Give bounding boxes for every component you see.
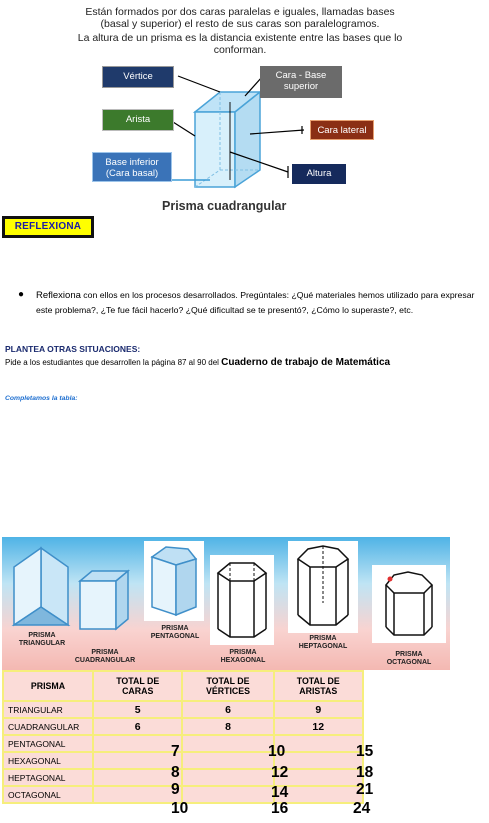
label-cara-base-line2: superior [283, 81, 319, 92]
prism-label-heptagonal-2: HEPTAGONAL [298, 643, 348, 650]
prism-triangular-image [10, 545, 72, 629]
cell-vertices [182, 735, 273, 752]
prism-label-cuadrangular-2: CUADRANGULAR [74, 657, 136, 664]
prism-label-octagonal-2: OCTAGONAL [386, 659, 432, 666]
label-arista: Arista [102, 109, 174, 131]
row-name: OCTAGONAL [3, 786, 93, 803]
plantea-heading: PLANTEA OTRAS SITUACIONES: [5, 344, 141, 354]
prism-label-triangular-2: TRIANGULAR [18, 640, 66, 647]
label-vertice: Vértice [102, 66, 174, 88]
answer-pentagonal-caras: 7 [171, 743, 180, 760]
diagram-caption: Prisma cuadrangular [162, 199, 287, 213]
prism-hexagonal-image [212, 559, 272, 643]
answer-heptagonal-vertices: 14 [271, 784, 289, 801]
intro-line-4: conforman. [213, 44, 267, 56]
th-caras [93, 671, 182, 701]
label-base-inferior [92, 152, 172, 182]
prism-label-triangular [12, 632, 72, 648]
prism-diagram [80, 62, 400, 212]
bullet-text [36, 288, 488, 317]
th-aristas-l1: TOTAL DE [296, 676, 340, 686]
row-name: HEPTAGONAL [3, 769, 93, 786]
prism-label-heptagonal [288, 635, 358, 651]
prism-label-hexagonal [212, 649, 274, 665]
row-name: HEXAGONAL [3, 752, 93, 769]
prism-label-octagonal-1: PRISMA [395, 651, 423, 658]
table-row [3, 735, 363, 752]
prism-label-triangular-1: PRISMA [28, 632, 56, 639]
bullet-dot: ● [18, 289, 25, 300]
th-vertices-l1: TOTAL DE [206, 676, 250, 686]
label-cara-base-line1: Cara - Base [275, 70, 327, 81]
bullet-lead: Reflexiona [36, 290, 81, 301]
answer-octagonal-vertices: 16 [271, 800, 289, 817]
table-row [3, 752, 363, 769]
answer-octagonal-aristas: 24 [353, 800, 371, 817]
bullet-body: con ellos en los procesos desarrollados. Pregúntales: ¿Qué materiales hemos utilizado para expresar este problema?, ¿Te fue fácil hacerlo? ¿Qué dificultad se te presentó?, ¿Cómo lo superaste?, etc. [36, 290, 475, 315]
th-prisma [3, 671, 93, 701]
prism-table [2, 670, 364, 804]
prism-label-heptagonal-1: PRISMA [309, 635, 337, 642]
row-name: CUADRANGULAR [3, 718, 93, 735]
cell-caras: 6 [93, 718, 182, 735]
th-vertices-l2: VÉRTICES [205, 686, 250, 696]
answer-hexagonal-aristas: 18 [356, 764, 374, 781]
row-name: TRIANGULAR [3, 701, 93, 718]
prism-label-pentagonal [144, 625, 206, 641]
label-cara-base [260, 66, 342, 98]
answer-hexagonal-caras: 8 [171, 764, 180, 781]
prism-label-octagonal [374, 651, 444, 667]
cell-caras [93, 786, 182, 803]
label-altura: Altura [292, 164, 346, 184]
cell-caras [93, 769, 182, 786]
table-row [3, 718, 363, 735]
th-aristas-l2: ARISTAS [299, 686, 338, 696]
prism-cuadrangular-image [76, 567, 132, 633]
reflexiona-box: REFLEXIONA [2, 216, 94, 238]
cell-aristas: 12 [274, 718, 363, 735]
cell-caras [93, 735, 182, 752]
row-name: PENTAGONAL [3, 735, 93, 752]
cell-vertices [182, 769, 273, 786]
cuaderno-title: Cuaderno de trabajo de Matemática [221, 357, 391, 368]
cell-aristas: 9 [274, 701, 363, 718]
cell-vertices [182, 786, 273, 803]
intro-line-1: Están formados por dos caras paralelas e iguales, llamadas bases [85, 6, 395, 18]
cell-caras: 5 [93, 701, 182, 718]
prism-label-hexagonal-2: HEXAGONAL [220, 657, 266, 664]
answer-pentagonal-aristas: 15 [356, 743, 374, 760]
th-prisma-text: PRISMA [30, 681, 66, 691]
cell-aristas [274, 735, 363, 752]
prism-pentagonal-image [146, 543, 202, 619]
cell-vertices: 8 [182, 718, 273, 735]
cell-vertices: 6 [182, 701, 273, 718]
prism-label-cuadrangular [70, 649, 140, 665]
th-caras-l1: TOTAL DE [116, 676, 160, 686]
answer-hexagonal-vertices: 12 [271, 764, 289, 781]
table-header-row [3, 671, 363, 701]
reflexiona-bullet [18, 288, 488, 317]
answer-heptagonal-aristas: 21 [356, 781, 374, 798]
prism-label-pentagonal-1: PRISMA [161, 625, 189, 632]
intro-line-3: La altura de un prisma es la distancia existente entre las bases que lo [77, 32, 403, 44]
cell-caras [93, 752, 182, 769]
th-aristas [274, 671, 363, 701]
intro-text [40, 6, 440, 56]
pide-body: Pide a los estudiantes que desarrollen la página 87 al 90 del [5, 358, 222, 367]
prism-heptagonal-image [290, 543, 356, 631]
prism-octagonal-image [376, 569, 442, 641]
table-row [3, 769, 363, 786]
pide-text [5, 357, 390, 368]
th-vertices [182, 671, 273, 701]
label-base-inferior-line2: (Cara basal) [105, 168, 159, 179]
label-base-inferior-line1: Base inferior [105, 157, 159, 168]
label-cara-lateral: Cara lateral [310, 120, 374, 140]
cell-vertices [182, 752, 273, 769]
prism-banner [2, 537, 450, 670]
answer-pentagonal-vertices: 10 [268, 743, 286, 760]
answer-octagonal-caras: 10 [171, 800, 189, 817]
prism-label-cuadrangular-1: PRISMA [91, 649, 119, 656]
completamos-label: Completamos la tabla: [5, 395, 78, 402]
prism-label-pentagonal-2: PENTAGONAL [150, 633, 200, 640]
intro-line-2: (basal y superior) el resto de sus caras son paralelogramos. [100, 18, 380, 30]
table-row [3, 701, 363, 718]
prism-label-hexagonal-1: PRISMA [229, 649, 257, 656]
th-caras-l2: CARAS [122, 686, 154, 696]
answer-heptagonal-caras: 9 [171, 781, 180, 798]
